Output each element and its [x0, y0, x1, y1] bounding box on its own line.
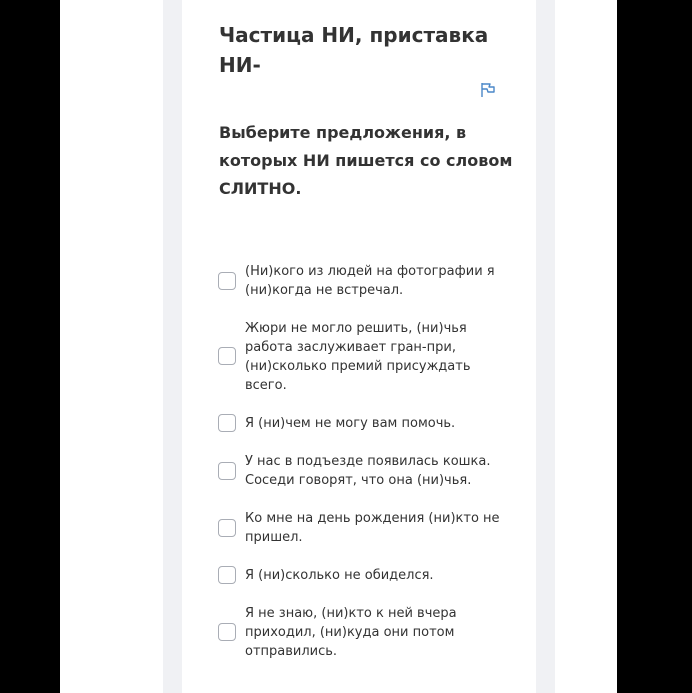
checkbox[interactable] [218, 519, 236, 537]
option-text: Я (ни)чем не могу вам помочь. [245, 416, 456, 431]
task-question: Выберите предложения, в которых НИ пишется со словом СЛИТНО. [219, 123, 513, 198]
option-text: Я не знаю, (ни)кто к ней вчера приходил, (ни)куда они потом отправились. [245, 606, 457, 659]
flag-icon[interactable] [479, 81, 497, 99]
option-text: Я (ни)сколько не обиделся. [245, 568, 434, 583]
checkbox[interactable] [218, 347, 236, 365]
answer-option-1[interactable] [218, 262, 518, 302]
task-title: Частица НИ, приставка НИ- [219, 23, 489, 77]
checkbox[interactable] [218, 462, 236, 480]
answer-option-5[interactable] [218, 509, 518, 549]
answer-option-3[interactable] [218, 414, 518, 434]
option-text: Жюри не могло решить, (ни)чья работа заслуживает гран-при, (ни)сколько премий присуждать всего. [245, 321, 471, 393]
checkbox[interactable] [218, 566, 236, 584]
answer-option-2[interactable] [218, 319, 518, 395]
left-gutter [163, 0, 182, 693]
option-text: (Ни)кого из людей на фотографии я (ни)когда не встречал. [245, 264, 495, 298]
answer-option-7[interactable] [218, 604, 518, 662]
option-text: Ко мне на день рождения (ни)кто не пришел. [245, 511, 500, 545]
answer-option-4[interactable] [218, 452, 518, 492]
option-text: У нас в подъезде появилась кошка. Соседи говорят, что она (ни)чья. [245, 454, 491, 488]
checkbox[interactable] [218, 414, 236, 432]
right-gutter [536, 0, 555, 693]
checkbox[interactable] [218, 623, 236, 641]
answer-option-6[interactable] [218, 566, 518, 586]
checkbox[interactable] [218, 272, 236, 290]
